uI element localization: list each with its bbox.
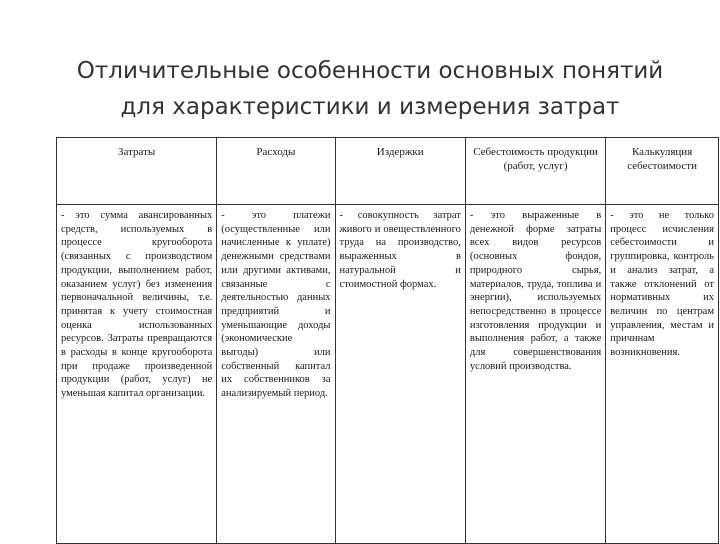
header-production-cost: Себестоимость продукции (работ, услуг) <box>465 138 605 205</box>
header-expenses: Расходы <box>217 138 335 205</box>
cell-expenses-definition: - это платежи (осуществленные или начисленные к уплате) денежными средствами или другими активами, связанные с деятельностью данных предприятий и уменьшающие доходы (экономические выгоды) или собственный капитал их собственников за анализируемый период. <box>217 205 335 544</box>
header-cost-calculation: Калькуляция себестоимости <box>606 138 719 205</box>
header-costs: Затраты <box>57 138 217 205</box>
cell-costs-definition: - это сумма авансированных средств, используемых в процессе кругооборота (связанных с производством продукции, выполнением работ, оказанием услуг) без изменения первоначальной величины, т.е. принятая к учету стоимостная оценка использованных ресурсов. Затраты превращаются в расходы в конце кругооборота при продаже произведенной продукции (работ, услуг) не уменьшая капитал организации. <box>57 205 217 544</box>
slide-title <box>40 53 700 125</box>
title-line-1: Отличительные особенности основных понятий <box>76 58 664 85</box>
comparison-table <box>56 137 719 544</box>
cell-production-cost-definition: - это выраженные в денежной форме затраты всех видов ресурсов (основных фондов, природного сырья, материалов, труда, топлива и энергии), используемых непосредственно в процессе изготовления продукции и выполнения работ, а также для совершенствования условий производства. <box>465 205 605 544</box>
table-row <box>57 205 719 544</box>
title-line-2: для характеристики и измерения затрат <box>120 94 620 121</box>
cell-cost-calculation-definition: - это не только процесс исчисления себестоимости и группировка, контроль и анализ затрат, а также отклонений от нормативных их величин по центрам управления, местам и причинам возникновения. <box>606 205 719 544</box>
header-outlays: Издержки <box>335 138 465 205</box>
comparison-table-container <box>56 137 719 544</box>
cell-outlays-definition: - совокупность затрат живого и овеществленного труда на производство, выраженных в натуральной и стоимостной формах. <box>335 205 465 544</box>
table-header-row <box>57 138 719 205</box>
